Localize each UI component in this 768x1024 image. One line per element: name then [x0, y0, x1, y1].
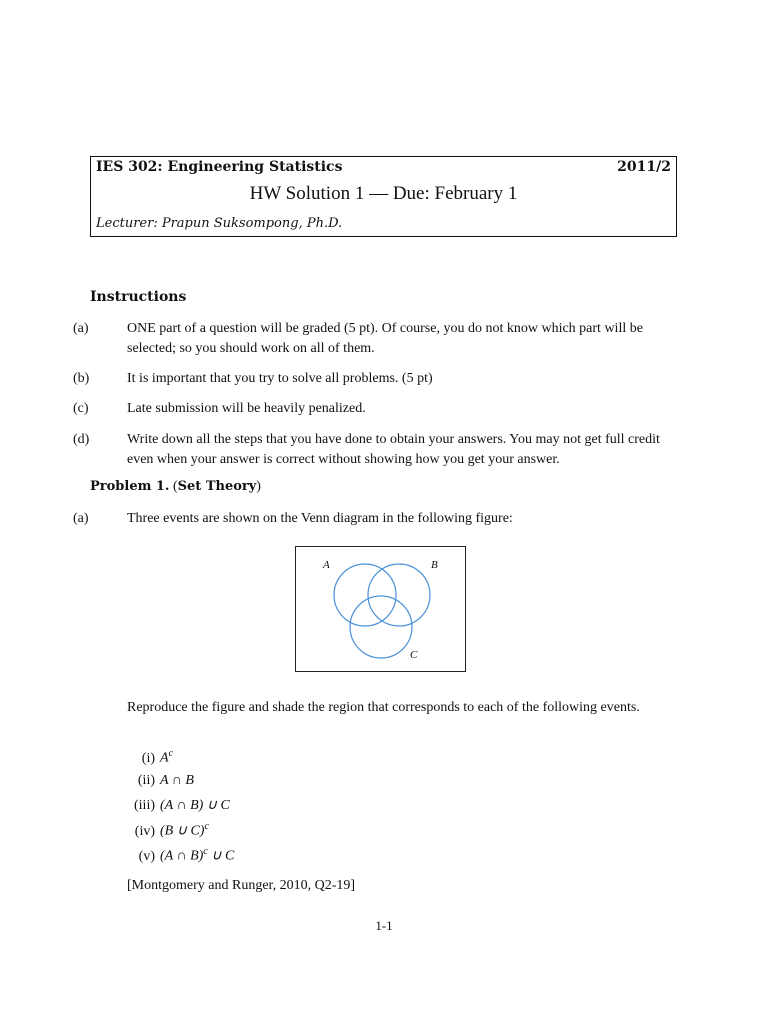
part-a-intro: [73, 509, 678, 529]
instructions-heading: Instructions: [90, 289, 187, 305]
venn-label-c: C: [410, 649, 418, 661]
part-a-intro-text: Three events are shown on the Venn diagram in the following figure:: [127, 511, 513, 526]
event-item-v: [127, 846, 234, 865]
venn-circle-c: [350, 596, 412, 658]
part-a-task: Reproduce the figure and shade the region that corresponds to each of the following events.: [127, 700, 640, 715]
instruction-label: (c): [73, 401, 89, 416]
page-number: 1-1: [375, 918, 393, 933]
instruction-text: ONE part of a question will be graded (5 pt). Of course, you do not know which part will be selected; so you should work on all of them.: [127, 321, 643, 356]
instruction-item-c: [73, 399, 678, 419]
instruction-item-a: [73, 319, 678, 359]
event-item-ii: [127, 773, 194, 789]
instruction-label: (b): [73, 371, 90, 386]
term-label: 2011/2: [617, 159, 671, 175]
event-label: (v): [138, 848, 155, 864]
event-expr: (B ∪ C): [160, 823, 205, 839]
event-expr: A ∩ B: [160, 773, 194, 788]
event-item-iv: [127, 821, 209, 840]
event-label: (iv): [134, 823, 155, 839]
instruction-item-b: [73, 369, 678, 389]
instruction-text: Late submission will be heavily penalized.: [127, 401, 366, 416]
event-expr: (A ∩ B): [160, 848, 204, 864]
course-title: IES 302: Engineering Statistics: [96, 159, 343, 175]
problem-label: Problem 1.: [90, 479, 170, 494]
instruction-text: It is important that you try to solve all problems. (5 pt): [127, 371, 433, 386]
header-box: [90, 156, 677, 237]
event-item-iii: [127, 797, 230, 814]
instruction-label: (d): [73, 432, 90, 447]
venn-circle-a: [334, 564, 396, 626]
event-expr: A: [160, 750, 169, 766]
event-sup: c: [203, 846, 208, 857]
venn-diagram: [295, 546, 466, 672]
problem-topic: Set Theory: [177, 479, 257, 494]
event-expr-tail: ∪ C: [207, 848, 235, 864]
part-a-label: (a): [73, 511, 89, 526]
event-sup: c: [204, 821, 209, 832]
event-label: (iii): [134, 798, 155, 813]
problem-1-title: Problem 1. (Set Theory): [90, 479, 261, 494]
instruction-item-d: [73, 430, 678, 470]
instruction-label: (a): [73, 321, 89, 336]
lecturer-line: Lecturer: Prapun Suksompong, Ph.D.: [96, 216, 343, 231]
venn-label-b: B: [431, 559, 438, 571]
event-item-i: [127, 748, 173, 767]
reference-citation: [Montgomery and Runger, 2010, Q2-19]: [127, 878, 356, 893]
event-label: (ii): [137, 773, 155, 788]
event-sup: c: [168, 748, 174, 759]
venn-circle-b: [368, 564, 430, 626]
event-label: (i): [141, 750, 155, 766]
venn-label-a: A: [323, 559, 330, 571]
homework-title: HW Solution 1 — Due: February 1: [249, 183, 518, 204]
event-expr: (A ∩ B) ∪ C: [160, 798, 230, 813]
instruction-text: Write down all the steps that you have done to obtain your answers. You may not get full credit even when your answer is correct without showing how you get your answer.: [127, 432, 660, 467]
venn-svg: [296, 547, 467, 673]
